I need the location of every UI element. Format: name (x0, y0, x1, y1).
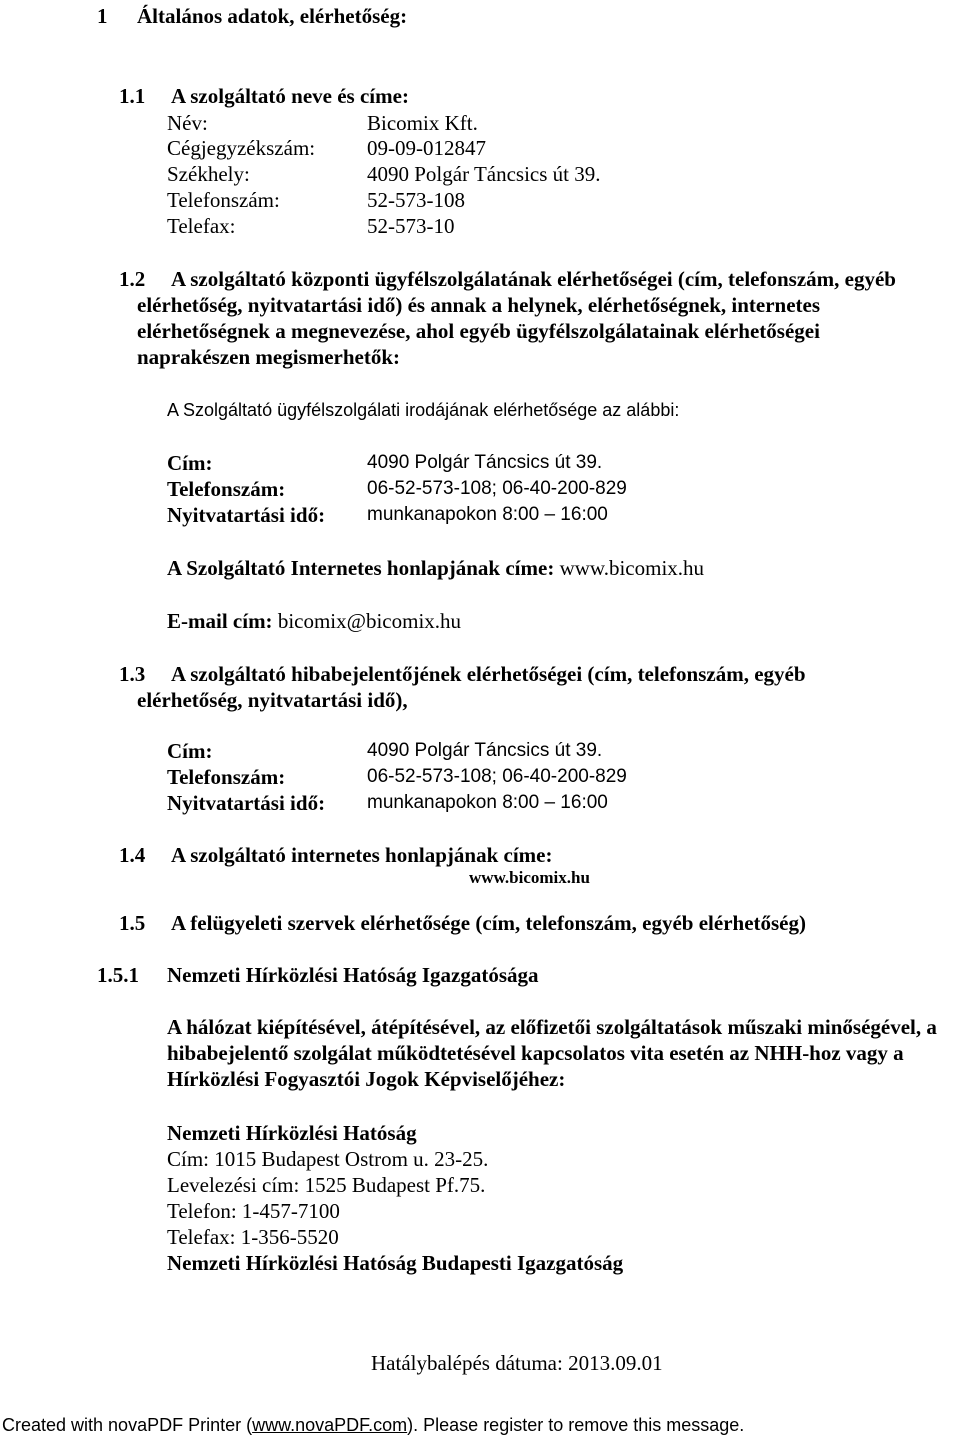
section-1-5-title: A felügyeleti szervek elérhetősége (cím, telefonszám, egyéb elérhetőség) (171, 911, 806, 935)
website-link[interactable]: www.bicomix.hu (559, 556, 705, 580)
section-1-4-url[interactable]: www.bicomix.hu (469, 868, 590, 887)
email-link[interactable]: bicomix@bicomix.hu (277, 609, 462, 633)
seat-value: 4090 Polgár Táncsics út 39. (367, 162, 601, 186)
section-1-1-title: A szolgáltató neve és címe: (171, 84, 409, 108)
section-1-5-1-number: 1.5.1 (97, 963, 139, 987)
fault-address-label: Cím: (167, 739, 213, 763)
nhh-postal-address: Levelezési cím: 1525 Budapest Pf.75. (167, 1173, 486, 1197)
section-1-3-number: 1.3 (119, 662, 146, 686)
telephone-label: Telefonszám: (167, 477, 286, 501)
nhh-org-name: Nemzeti Hírközlési Hatóság (167, 1121, 417, 1145)
footer-link[interactable]: www.novaPDF.com (252, 1415, 408, 1435)
section-1-4-title: A szolgáltató internetes honlapjának címe: (171, 843, 553, 867)
fault-hours-value: munkanapokon 8:00 – 16:00 (367, 792, 608, 813)
section-1-5-number: 1.5 (119, 911, 146, 935)
fax-value: 52-573-10 (367, 214, 455, 238)
provider-name-label: Név: (167, 111, 208, 135)
opening-hours-value: munkanapokon 8:00 – 16:00 (367, 504, 608, 525)
nhh-budapest-directorate: Nemzeti Hírközlési Hatóság Budapesti Igazgatóság (167, 1251, 624, 1275)
company-reg-value: 09-09-012847 (367, 136, 486, 160)
section-1-2-title-rest: elérhetőség, nyitvatartási idő) és annak a helynek, elérhetőségnek, internetes elérhetőségnek a megnevezése, ahol egyéb ügyfélszolgálatainak elérhetőségei naprakészen megismerhetők: (137, 293, 821, 369)
novapdf-footer (2, 1412, 744, 1438)
section-1-1-number: 1.1 (119, 84, 146, 108)
section-1-number: 1 (97, 4, 108, 28)
company-reg-label: Cégjegyzékszám: (167, 136, 316, 160)
section-1-2-number: 1.2 (119, 267, 146, 291)
email-line (167, 608, 461, 634)
address-label: Cím: (167, 451, 213, 475)
footer-text-pre: Created with novaPDF Printer ( (2, 1415, 253, 1435)
nhh-fax: Telefax: 1-356-5520 (167, 1225, 339, 1249)
opening-hours-label: Nyitvatartási idő: (167, 503, 326, 527)
phone-label: Telefonszám: (167, 188, 280, 212)
website-label: A Szolgáltató Internetes honlapjának címe: (167, 556, 555, 580)
fax-label: Telefax: (167, 214, 236, 238)
fault-address-value: 4090 Polgár Táncsics út 39. (367, 740, 603, 761)
email-label: E-mail cím: (167, 609, 273, 633)
fault-phone-value: 06-52-573-108; 06-40-200-829 (367, 766, 627, 787)
seat-label: Székhely: (167, 162, 250, 186)
section-1-2-title-line1: A szolgáltató központi ügyfélszolgálatának elérhetőségei (cím, telefonszám, egyéb (171, 267, 896, 291)
dispute-paragraph: A hálózat kiépítésével, átépítésével, az előfizetői szolgáltatások műszaki minőségével, a hibabejelentő szolgálat működtetésével kapcsolatos vita esetén az NHH-hoz vagy a Hírközlési Fogyasztói Jogok Képviselőjéhez: (167, 1015, 937, 1091)
website-line (167, 555, 704, 581)
effective-date: Hatálybalépés dátuma: 2013.09.01 (371, 1351, 663, 1375)
footer-text-post: ). Please register to remove this message. (407, 1415, 745, 1435)
nhh-telephone: Telefon: 1-457-7100 (167, 1199, 340, 1223)
section-1-title: Általános adatok, elérhetőség: (137, 4, 408, 28)
section-1-5-1-title: Nemzeti Hírközlési Hatóság Igazgatósága (167, 963, 539, 987)
provider-name-value: Bicomix Kft. (367, 111, 478, 135)
address-value: 4090 Polgár Táncsics út 39. (367, 452, 603, 473)
service-office-intro: A Szolgáltató ügyfélszolgálati irodájának elérhetősége az alábbi: (167, 400, 680, 420)
section-1-3-title-line1: A szolgáltató hibabejelentőjének elérhetőségei (cím, telefonszám, egyéb (171, 662, 806, 686)
fault-hours-label: Nyitvatartási idő: (167, 791, 326, 815)
section-1-4-number: 1.4 (119, 843, 146, 867)
section-1-3-title-line2: elérhetőség, nyitvatartási idő), (137, 688, 408, 712)
nhh-address: Cím: 1015 Budapest Ostrom u. 23-25. (167, 1147, 489, 1171)
telephone-value: 06-52-573-108; 06-40-200-829 (367, 478, 627, 499)
phone-value: 52-573-108 (367, 188, 465, 212)
fault-phone-label: Telefonszám: (167, 765, 286, 789)
